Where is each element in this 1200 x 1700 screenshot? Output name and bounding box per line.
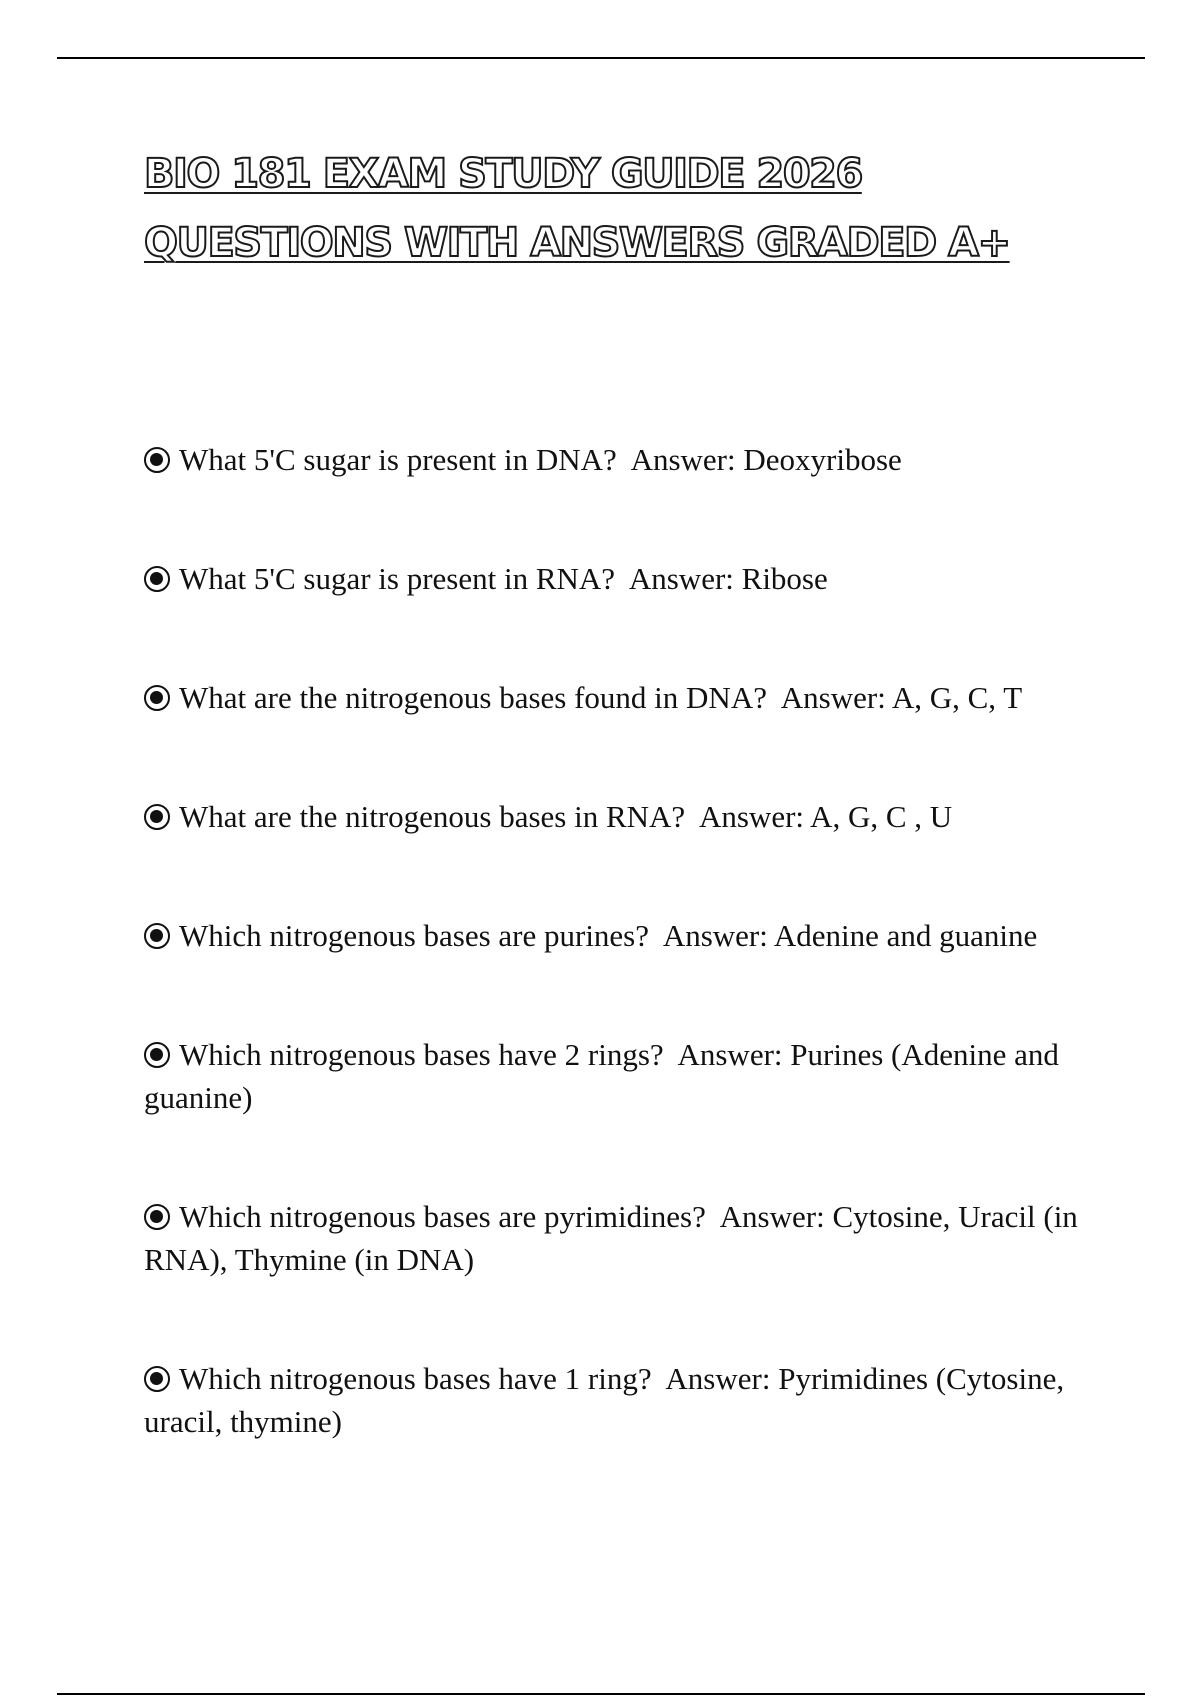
qa-item bbox=[144, 914, 1084, 957]
radio-bullet-icon bbox=[144, 685, 170, 711]
answer-text: Answer: Ribose bbox=[628, 561, 828, 596]
question-text: What are the nitrogenous bases found in DNA? bbox=[179, 680, 767, 715]
answer-text: Answer: Deoxyribose bbox=[630, 442, 902, 477]
page-title: BIO 181 EXAM STUDY GUIDE 2026 QUESTIONS WITH ANSWERS GRADED A+ bbox=[144, 151, 1010, 266]
radio-bullet-icon bbox=[144, 1042, 170, 1068]
answer-text: Answer: A, G, C, T bbox=[780, 680, 1023, 715]
question-text: What 5'C sugar is present in DNA? bbox=[179, 442, 617, 477]
answer-text: Answer: A, G, C , U bbox=[698, 799, 953, 834]
qa-item bbox=[144, 557, 1084, 600]
qa-item bbox=[144, 795, 1084, 838]
radio-bullet-icon bbox=[144, 804, 170, 830]
question-text: Which nitrogenous bases are pyrimidines? bbox=[179, 1199, 706, 1234]
qa-item bbox=[144, 676, 1084, 719]
answer-text: Answer: Pyrimidines (Cytosine, uracil, thymine) bbox=[144, 1361, 1065, 1439]
question-text: What are the nitrogenous bases in RNA? bbox=[179, 799, 686, 834]
qa-item bbox=[144, 1357, 1084, 1443]
answer-text: Answer: Adenine and guanine bbox=[662, 918, 1038, 953]
question-text: Which nitrogenous bases have 1 ring? bbox=[179, 1361, 652, 1396]
radio-bullet-icon bbox=[144, 566, 170, 592]
top-divider bbox=[57, 57, 1145, 59]
radio-bullet-icon bbox=[144, 1366, 170, 1392]
radio-bullet-icon bbox=[144, 1204, 170, 1230]
answer-text: Answer: Cytosine, Uracil (in RNA), Thymine (in DNA) bbox=[144, 1199, 1078, 1277]
question-text: What 5'C sugar is present in RNA? bbox=[179, 561, 616, 596]
question-text: Which nitrogenous bases have 2 rings? bbox=[179, 1037, 664, 1072]
bottom-divider bbox=[57, 1693, 1145, 1695]
answer-text: Answer: Purines (Adenine and guanine) bbox=[144, 1037, 1059, 1115]
radio-bullet-icon bbox=[144, 447, 170, 473]
qa-item bbox=[144, 1033, 1084, 1119]
radio-bullet-icon bbox=[144, 923, 170, 949]
question-text: Which nitrogenous bases are purines? bbox=[179, 918, 650, 953]
qa-item bbox=[144, 438, 1084, 481]
qa-item bbox=[144, 1195, 1084, 1281]
